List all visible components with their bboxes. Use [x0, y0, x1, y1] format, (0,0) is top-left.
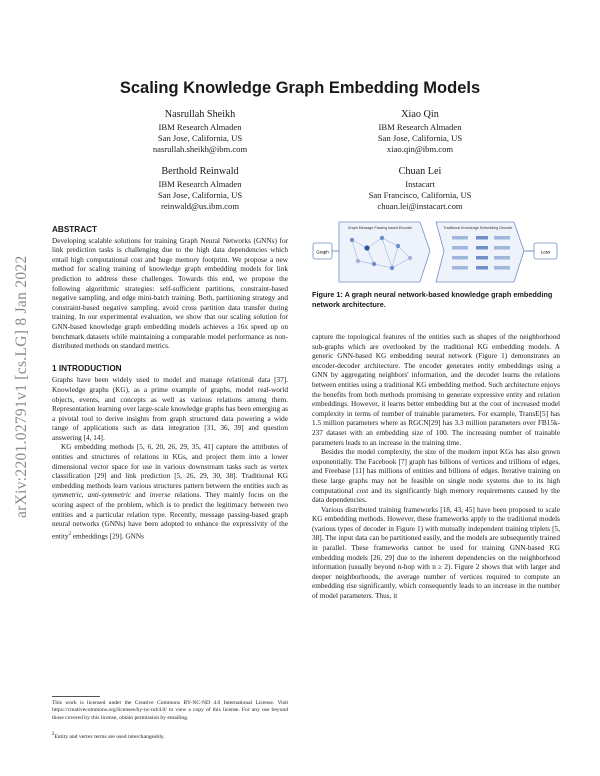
arxiv-stamp: arXiv:2201.02791v1 [cs.LG] 8 Jan 2022	[13, 255, 30, 518]
author-location: San Jose, California, US	[377, 133, 463, 143]
right-column	[312, 333, 560, 602]
author-name: Xiao Qin	[401, 109, 439, 120]
author-email: xiao.qin@ibm.com	[386, 144, 454, 154]
emphasis: inverse	[149, 491, 171, 500]
abstract-heading: ABSTRACT	[52, 225, 98, 234]
footnote-mark: 2	[52, 732, 55, 737]
figure-1	[312, 216, 559, 289]
author-affiliation: IBM Research Almaden	[158, 179, 242, 189]
text-run: embeddings [29]. GNNs	[71, 532, 144, 541]
text-run: KG embedding methods [5, 6, 20, 26, 29, 35, 41] capture the attributes of entities and structures of relations in KGs, and project them into a lower dimensional vector space for use in various downstream tasks such as vertex classification [29] and link prediction [5, 26, 29, 30, 38]. Traditional KG embedding methods learn various structures pattern between the entities such as	[52, 443, 288, 490]
body-paragraph: capture the topological features of the entities such as shapes of the neighborhood sub-graphs which are overlooked by the traditional KG embedding models. A generic GNN-based KG embedding neural network (Figure 1) demonstrates an encoder-decoder architecture. The encoder generates entity embeddings using a GNN by aggregating neighbors' information, and the decoder learns the relations between entities using a traditional KG embedding method. Such architecture enjoys the benefits from both methods promising to generate expressive entity and relation embeddings. However, it learns better embedding but at the cost of increased model complexity in terms of number of trainable parameters. For example, TransE[5] has 1.5 million parameters where as RGCN[29] has 3.3 million parameters over FB15k-237 dataset with an embedding size of 100. The increasing number of trainable parameters leads to an increase in the training time.	[312, 333, 560, 447]
footnote-ref: 2	[68, 531, 72, 537]
author-block	[100, 165, 300, 212]
author-affiliation: IBM Research Almaden	[378, 122, 462, 132]
author-name: Nasrullah Sheikh	[164, 109, 236, 120]
footnote	[52, 731, 288, 741]
emphasis: symmetric	[52, 491, 82, 500]
emphasis: anti-symmetric	[87, 491, 132, 500]
intro-paragraph	[52, 443, 288, 541]
figure-caption: Figure 1: A graph neural network-based knowledge graph embedding network architecture.	[312, 290, 553, 309]
left-column	[52, 225, 288, 542]
author-affiliation: IBM Research Almaden	[158, 122, 242, 132]
author-block	[320, 108, 520, 155]
license-note: This work is licensed under the Creative Commons BY-NC-ND 4.0 International License. Visit https://creativecommons.org/licenses/by-nc-nd/4.0/ to view a copy of this license. For any use beyond those covered by this license, obtain permission by emailing.	[52, 700, 288, 721]
architecture-diagram	[312, 216, 559, 289]
graph-input-label: Graph	[316, 249, 329, 255]
text-run: and	[131, 491, 150, 500]
author-location: San Francisco, California, US	[368, 190, 472, 200]
footnote-rule	[52, 696, 100, 697]
author-block	[320, 165, 520, 212]
author-email: chuan.lei@instacart.com	[377, 201, 463, 211]
author-name: Chuan Lei	[398, 166, 442, 177]
author-name: Berthold Reinwald	[161, 166, 239, 177]
author-affiliation: Instacart	[405, 179, 435, 189]
loss-output-label: Loss	[540, 249, 551, 255]
abstract-text: Developing scalable solutions for training Graph Neural Networks (GNNs) for link prediction tasks is challenging due to the high data dependencies which entail high computational cost and huge memory footprint. We propose a new method for scaling training of knowledge graph embedding models for link prediction to address these challenges. Towards this end, we propose the following algorithmic strategies: self-sufficient partitions, constraint-based negative sampling, and edge mini-batch training. Both, partitioning strategy and constraint-based negative sampling, avoid cross partition data transfer during training. In our experimental evaluation, we show that our scaling solution for GNN-based knowledge graph embedding models achieves a 16x speed up on benchmark datasets while maintaining a comparable model performance as non-distributed methods on standard metrics.	[52, 236, 288, 351]
author-block	[100, 108, 300, 155]
body-paragraph: Various distributed training frameworks [18, 43, 45] have been proposed to scale KG embedding methods. However, these frameworks apply to the traditional models (various types of decoder in Figure 1) with mutually independent training triplets [5, 38]. The input data can be partitioned easily, and the models are subsequently trained in parallel. These frameworks cannot be used for training GNN-based KG embedding models [26, 29] due to the inherent dependencies on the neighborhood information (usually beyond n-hop with n ≥ 2). Figure 2 shows that with larger and deeper neighborhoods, the average number of vertices required to compute an embedding rise significantly, which consequently leads to an increase in the number of model parameters. Thus, it	[312, 505, 560, 601]
footnote-text: Entity and vertex terms are used interchangeably.	[54, 733, 165, 740]
intro-paragraph: Graphs have been widely used to model and manage relational data [37]. Knowledge graphs (KG), as a prime example of graphs, model real-world objects, events, and concepts as well as various relations among them. Representation learning over large-scale knowledge graphs has been emerging as a pivotal tool to derive insights from graph structured data powering a wide range of applications such as data integration [31, 36, 39] and question answering [4, 14].	[52, 376, 288, 442]
introduction-heading: 1 INTRODUCTION	[52, 363, 122, 373]
decoder-shape	[436, 222, 524, 282]
encoder-shape	[339, 222, 430, 282]
author-email: reinwald@us.ibm.com	[160, 201, 240, 211]
encoder-title: Graph Message Passing based Encoder	[347, 226, 413, 230]
decoder-title: Traditional Knowledge Embedding Decoder	[443, 226, 513, 230]
author-location: San Jose, California, US	[157, 133, 243, 143]
body-paragraph: Besides the model complexity, the size of the modern input KGs has also grown exponentially. The Facebook [7] graph has billions of vertices and trillions of edges, and Freebase [11] has millions of entities and billions of edges. Iterative training on these large graphs may not be feasible on single node systems due to its high computational cost and its significantly high memory requirements caused by the data dependencies.	[312, 448, 560, 505]
paper-title: Scaling Knowledge Graph Embedding Models	[119, 79, 481, 97]
author-location: San Jose, California, US	[157, 190, 243, 200]
author-email: nasrullah.sheikh@ibm.com	[152, 144, 248, 154]
text-run: ,	[81, 491, 88, 500]
text-run: relations. They mainly focus on the scoring aspect of the problem, which is to predict the legitimacy between two entities and a particular relation type. Recently, message passing-based graph neural networks (GNNs) have been adopted to enhance the expressivity of the entity	[52, 491, 288, 541]
